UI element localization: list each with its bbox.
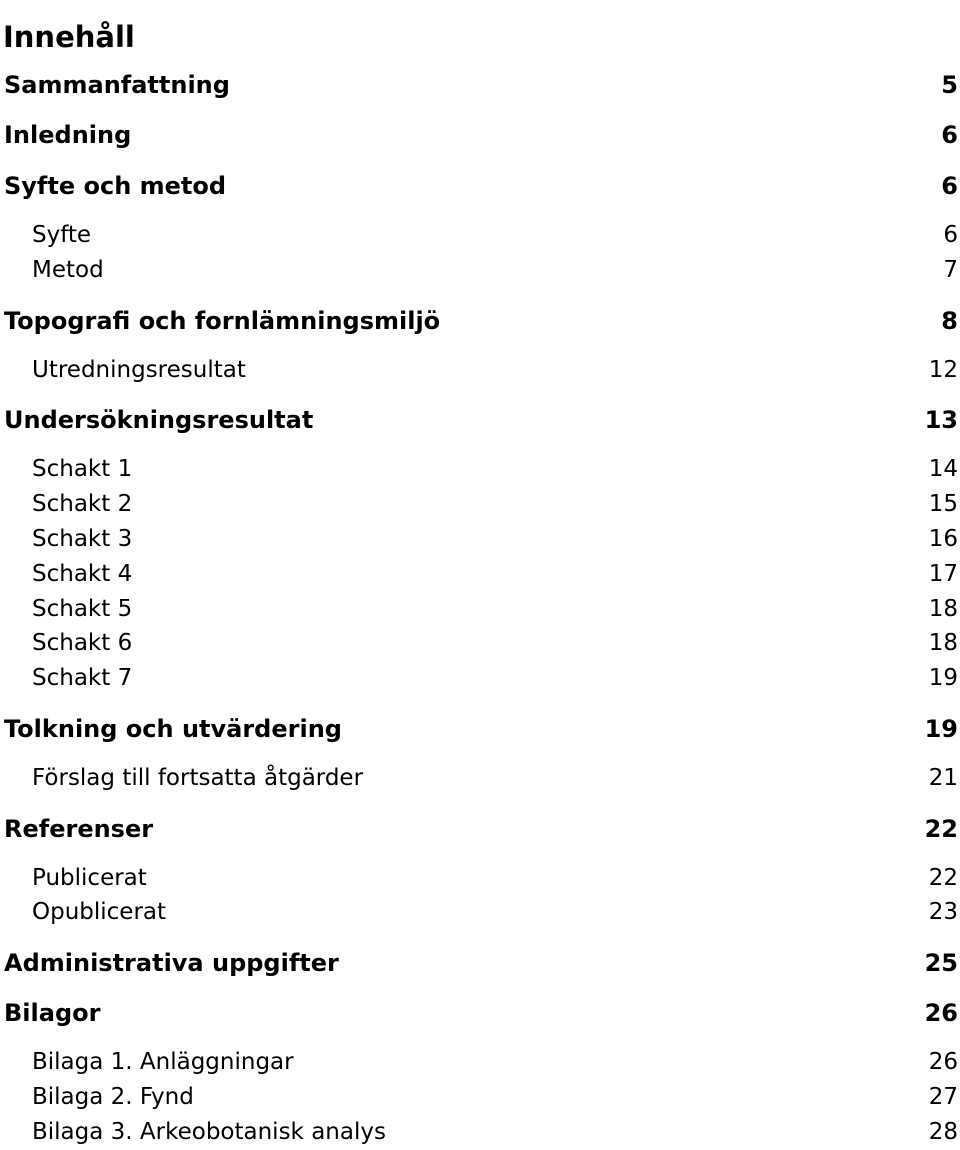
toc-entry-page: 18 (928, 596, 958, 622)
toc-entry-label: Opublicerat (32, 899, 167, 925)
toc-entry-page: 16 (928, 526, 958, 552)
toc-entry-bilaga-3[interactable] (0, 1117, 958, 1147)
toc-entry-label: Bilagor (4, 999, 101, 1027)
toc-entry-topografi[interactable] (0, 306, 958, 336)
toc-entry-page: 21 (928, 765, 958, 791)
toc-entry-page: 17 (928, 561, 958, 587)
toc-entry-page: 28 (928, 1119, 958, 1145)
toc-entry-label: Metod (32, 257, 104, 283)
toc-entry-page: 26 (928, 1049, 958, 1075)
toc-entry-bilagor[interactable] (0, 998, 958, 1028)
toc-entry-syfte[interactable] (0, 220, 958, 250)
toc-entry-schakt-5[interactable] (0, 594, 958, 624)
toc-entry-page: 14 (928, 456, 958, 482)
toc-entry-page: 19 (928, 665, 958, 691)
toc-entry-page: 7 (943, 257, 958, 283)
toc-entry-page: 19 (924, 715, 958, 743)
toc-entry-publicerat[interactable] (0, 863, 958, 893)
toc-entry-schakt-6[interactable] (0, 628, 958, 658)
toc-entry-page: 6 (943, 222, 958, 248)
toc-entry-label: Schakt 6 (32, 630, 133, 656)
toc-entry-bilaga-1[interactable] (0, 1047, 958, 1077)
toc-entry-schakt-4[interactable] (0, 559, 958, 589)
toc-entry-page: 18 (928, 630, 958, 656)
toc-entry-label: Undersökningsresultat (4, 406, 314, 434)
toc-entry-page: 27 (928, 1084, 958, 1110)
toc-entry-page: 8 (941, 307, 958, 335)
toc-entry-referenser[interactable] (0, 814, 958, 844)
toc-entry-label: Bilaga 3. Arkeobotanisk analys (32, 1119, 386, 1145)
toc-entry-undersokningsresultat[interactable] (0, 405, 958, 435)
toc-entry-label: Syfte (32, 222, 92, 248)
toc-entry-label: Schakt 7 (32, 665, 133, 691)
toc-entry-forslag[interactable] (0, 763, 958, 793)
toc-entry-label: Publicerat (32, 865, 147, 891)
toc-entry-label: Syfte och metod (4, 172, 227, 200)
toc-entry-opublicerat[interactable] (0, 897, 958, 927)
toc-entry-label: Schakt 2 (32, 491, 133, 517)
toc-entry-label: Utredningsresultat (32, 357, 246, 383)
toc-entry-page: 25 (924, 949, 958, 977)
toc-entry-label: Förslag till fortsatta åtgärder (32, 765, 364, 791)
toc-entry-label: Referenser (4, 815, 154, 843)
toc-entry-page: 6 (941, 172, 958, 200)
toc-entry-sammanfattning[interactable] (0, 70, 958, 100)
toc-entry-schakt-7[interactable] (0, 663, 958, 693)
toc-entry-page: 13 (924, 406, 958, 434)
toc-entry-schakt-1[interactable] (0, 454, 958, 484)
toc-entry-label: Sammanfattning (4, 71, 230, 99)
toc-entry-schakt-3[interactable] (0, 524, 958, 554)
toc-entry-administrativa[interactable] (0, 948, 958, 978)
toc-entry-tolkning[interactable] (0, 714, 958, 744)
toc-entry-label: Topografi och fornlämningsmiljö (4, 307, 441, 335)
toc-entry-label: Schakt 3 (32, 526, 133, 552)
toc-entry-page: 6 (941, 121, 958, 149)
toc-entry-page: 15 (928, 491, 958, 517)
toc-entry-syfte-och-metod[interactable] (0, 171, 958, 201)
toc-entry-label: Schakt 4 (32, 561, 133, 587)
toc-entry-label: Bilaga 1. Anläggningar (32, 1049, 294, 1075)
toc-entry-page: 23 (928, 899, 958, 925)
toc-entry-label: Tolkning och utvärdering (4, 715, 342, 743)
toc-entry-label: Schakt 5 (32, 596, 133, 622)
toc-entry-page: 5 (941, 71, 958, 99)
toc-entry-label: Inledning (4, 121, 132, 149)
toc-entry-schakt-2[interactable] (0, 489, 958, 519)
toc-entry-label: Bilaga 2. Fynd (32, 1084, 194, 1110)
toc-entry-inledning[interactable] (0, 120, 958, 150)
toc-entry-page: 22 (928, 865, 958, 891)
toc-entry-page: 26 (924, 999, 958, 1027)
page-title: Innehåll (3, 20, 135, 55)
toc-entry-metod[interactable] (0, 255, 958, 285)
toc-entry-page: 22 (924, 815, 958, 843)
toc-entry-utredningsresultat[interactable] (0, 355, 958, 385)
toc-entry-bilaga-2[interactable] (0, 1082, 958, 1112)
toc-entry-page: 12 (928, 357, 958, 383)
toc-entry-label: Administrativa uppgifter (4, 949, 339, 977)
toc-entry-label: Schakt 1 (32, 456, 133, 482)
